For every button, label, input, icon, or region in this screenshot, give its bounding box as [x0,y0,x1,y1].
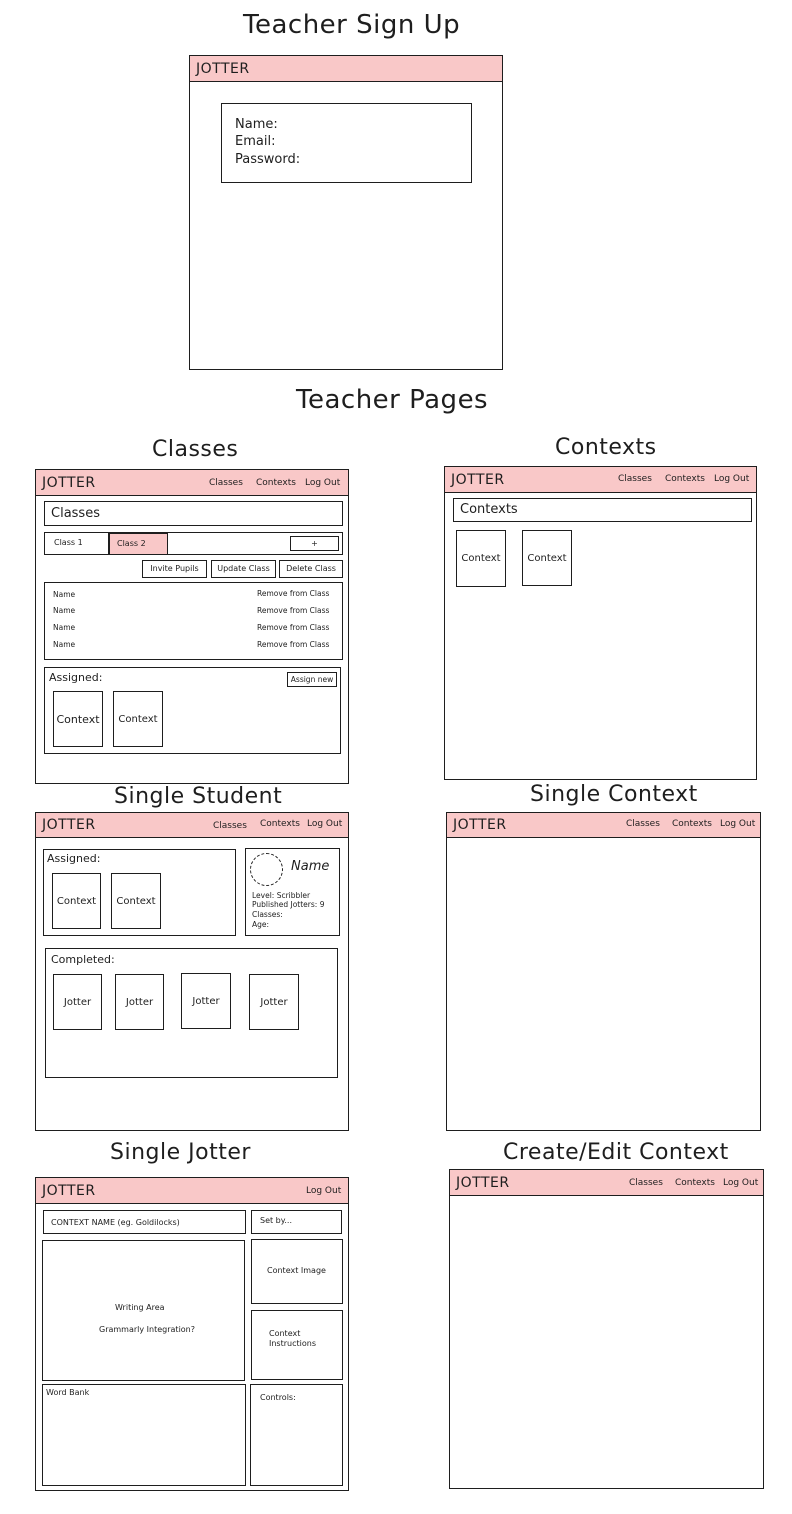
classes-title: Classes [152,437,239,462]
pupil-name: Name [53,623,76,632]
context-card[interactable]: Context [456,530,506,587]
nav-classes[interactable]: Classes [629,1178,663,1188]
password-field-label[interactable]: Password: [235,152,301,167]
single-jotter-title: Single Jotter [110,1140,251,1165]
context-instructions-label: Instructions [269,1339,316,1348]
remove-from-class-link[interactable]: Remove from Class [257,589,330,598]
contexts-heading-box [453,498,752,522]
tab-class-2[interactable]: Class 2 [109,533,168,555]
signup-form [221,103,472,183]
nav-classes[interactable]: Classes [618,474,652,484]
nav-classes[interactable]: Classes [209,478,243,488]
grammarly-label: Grammarly Integration? [99,1325,195,1334]
completed-panel [45,948,338,1078]
word-bank-label: Word Bank [46,1388,90,1397]
logo[interactable]: JOTTER [456,1175,510,1191]
assigned-label: Assigned: [47,852,101,865]
contexts-frame [444,466,757,780]
context-instructions [251,1310,343,1380]
avatar [250,853,283,886]
context-instructions-label: Context [269,1329,301,1338]
completed-label: Completed: [51,953,115,966]
invite-pupils-button[interactable]: Invite Pupils [142,560,207,578]
tab-class-1[interactable]: Class 1 [45,533,109,554]
nav-logout[interactable]: Log Out [720,819,756,829]
student-name: Name [291,859,330,874]
classes-frame [35,469,349,784]
single-context-title: Single Context [530,782,698,807]
published-jotters: Published Jotters: 9 [252,900,325,909]
context-image [251,1239,343,1304]
pupil-name: Name [53,640,76,649]
create-edit-context-frame [449,1169,764,1489]
add-class-button[interactable]: + [290,536,339,551]
single-student-frame [35,812,349,1131]
create-edit-context-title: Create/Edit Context [503,1140,729,1165]
writing-area[interactable] [42,1240,245,1381]
pupil-name: Name [53,606,76,615]
single-context-frame [446,812,761,1131]
email-field-label[interactable]: Email: [235,134,276,149]
logo[interactable]: JOTTER [42,475,96,491]
pupil-list [44,582,343,660]
assigned-panel [44,667,341,754]
student-header [36,813,348,838]
word-bank[interactable] [42,1384,246,1486]
signup-header [190,56,502,82]
remove-from-class-link[interactable]: Remove from Class [257,640,330,649]
jotter-card[interactable]: Jotter [115,974,164,1030]
context-card[interactable]: Context [52,873,101,929]
context-card[interactable]: Context [111,873,161,929]
set-by-field: Set by... [251,1210,342,1234]
context-name-field[interactable]: CONTEXT NAME (eg. Goldilocks) [43,1210,246,1234]
context-card[interactable]: Context [113,691,163,747]
jotter-card[interactable]: Jotter [249,974,299,1030]
nav-contexts[interactable]: Contexts [672,819,712,829]
contexts-header [445,467,756,493]
nav-contexts[interactable]: Contexts [665,474,705,484]
context-card[interactable]: Context [522,530,572,586]
student-age: Age: [252,920,270,929]
signup-title: Teacher Sign Up [243,10,461,40]
nav-logout[interactable]: Log Out [307,819,343,829]
delete-class-button[interactable]: Delete Class [279,560,343,578]
assigned-label: Assigned: [49,671,103,684]
writing-area-label: Writing Area [115,1303,165,1312]
pupil-name: Name [53,590,76,599]
nav-logout[interactable]: Log Out [305,478,341,488]
classes-heading-box [44,501,343,526]
student-profile-card [245,848,340,936]
page-heading: Contexts [460,502,518,517]
class-tabs-bar [44,532,343,555]
controls-label: Controls: [260,1393,296,1402]
assign-new-button[interactable]: Assign new [287,672,337,687]
logo[interactable]: JOTTER [451,472,505,488]
jotter-header [36,1178,348,1204]
create-edit-header [450,1170,763,1196]
context-image-label: Context Image [267,1266,326,1275]
teacher-pages-title: Teacher Pages [296,385,489,415]
jotter-card[interactable]: Jotter [53,974,102,1030]
signup-frame [189,55,503,370]
nav-logout[interactable]: Log Out [714,474,750,484]
logo[interactable]: JOTTER [42,817,96,833]
name-field-label[interactable]: Name: [235,117,278,132]
remove-from-class-link[interactable]: Remove from Class [257,606,330,615]
logo[interactable]: JOTTER [453,817,507,833]
jotter-card[interactable]: Jotter [181,973,231,1029]
logo[interactable]: JOTTER [196,61,250,77]
update-class-button[interactable]: Update Class [211,560,276,578]
nav-contexts[interactable]: Contexts [260,819,300,829]
student-classes: Classes: [252,910,283,919]
assigned-panel [43,849,236,936]
single-context-header [447,813,760,838]
page-heading: Classes [51,506,100,521]
remove-from-class-link[interactable]: Remove from Class [257,623,330,632]
logo[interactable]: JOTTER [42,1183,96,1199]
nav-classes[interactable]: Classes [213,821,247,831]
nav-contexts[interactable]: Contexts [256,478,296,488]
single-student-title: Single Student [114,784,283,809]
single-jotter-frame [35,1177,349,1491]
nav-logout[interactable]: Log Out [306,1186,342,1196]
context-card[interactable]: Context [53,691,103,747]
nav-classes[interactable]: Classes [626,819,660,829]
nav-contexts[interactable]: Contexts [675,1178,715,1188]
nav-logout[interactable]: Log Out [723,1178,759,1188]
controls-panel [250,1384,343,1486]
contexts-title: Contexts [555,435,657,460]
student-level: Level: Scribbler [252,891,311,900]
classes-header [36,470,348,496]
